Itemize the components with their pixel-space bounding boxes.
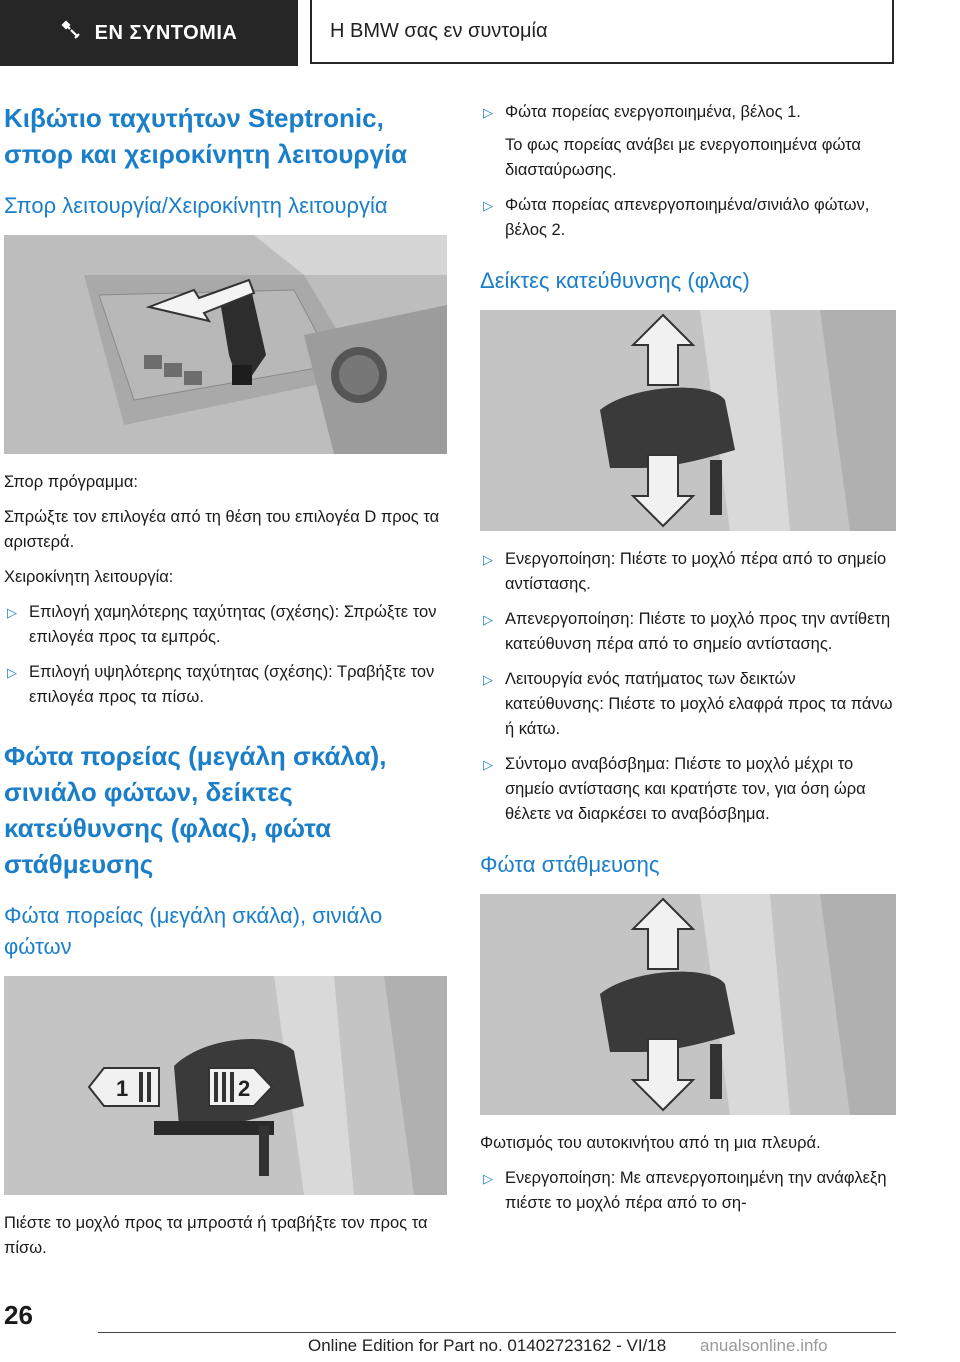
heading-lights: Φώτα πορείας (μεγάλη σκάλα), σινιάλο φώτων, δείκτες κατεύθυνσης (φλας), φώτα στάθμευσης [4, 741, 387, 879]
indicator-lever-figure [480, 310, 896, 531]
sport-program-text: Σπρώξτε τον επιλογέα από τη θέση του επιλογέα D προς τα αριστερά. [4, 508, 440, 551]
parking-list [480, 1166, 896, 1216]
gear-selector-figure [4, 235, 447, 454]
footer-divider [98, 1332, 896, 1333]
lever-instruction: Πιέστε το μοχλό προς τα μπροστά ή τραβήξτε τον προς τα πίσω. [4, 1214, 428, 1257]
parking-lever-figure [480, 894, 896, 1115]
list-item: ▷ Επιλογή χαμηλότερης ταχύτητας (σχέσης): Σπρώξτε τον επιλογέα προς τα εμπρός. [4, 600, 447, 650]
section-tab[interactable] [0, 0, 298, 66]
triangle-right-icon: ▷ [483, 552, 493, 567]
figure-label-2: 2 [238, 1076, 251, 1101]
triangle-right-icon: ▷ [483, 757, 493, 772]
chapter-tab-label: Η BMW σας εν συντομία [330, 19, 548, 42]
triangle-right-icon: ▷ [483, 105, 493, 120]
manual-mode-label: Χειροκίνητη λειτουργία: [4, 568, 174, 586]
sport-program-label: Σπορ πρόγραμμα: [4, 473, 138, 491]
tools-icon [61, 20, 81, 46]
list-item: ▷ Ενεργοποίηση: Με απενεργοποιημένη την ανάφλεξη πιέστε το μοχλό πέρα από το ση- [480, 1166, 896, 1216]
triangle-right-icon: ▷ [7, 665, 17, 680]
list-item: ▷ Φώτα πορείας απενεργοποιημένα/σινιάλο φώτων, βέλος 2. [480, 193, 896, 243]
section-tab-label: ΕΝ ΣΥΝΤΟΜΙΑ [94, 21, 238, 44]
indicator-list [480, 547, 896, 827]
manual-mode-list [4, 600, 447, 710]
chapter-tab[interactable] [310, 0, 894, 64]
high-beam-list [480, 100, 896, 125]
triangle-right-icon: ▷ [483, 672, 493, 687]
heading-parking-lights: Φώτα στάθμευσης [480, 852, 660, 877]
page-number: 26 [4, 1300, 33, 1330]
triangle-right-icon: ▷ [483, 612, 493, 627]
list-item: ▷ Σύντομο αναβόσβημα: Πιέστε το μοχλό μέχρι το σημείο αντίστασης και κρατήστε τον, για όση ώρα θέλετε να διαρκέσει το αναβόσβημα. [480, 752, 896, 827]
list-item: ▷ Λειτουργία ενός πατήματος των δεικτών κατεύθυνσης: Πιέστε το μοχλό ελαφρά προς τα πάνω ή κάτω. [480, 667, 896, 742]
left-column [4, 100, 447, 1271]
list-item: ▷ Επιλογή υψηλότερης ταχύτητας (σχέσης): Τραβήξτε τον επιλογέα προς τα πίσω. [4, 660, 447, 710]
high-beam-lever-figure [4, 976, 447, 1195]
triangle-right-icon: ▷ [483, 1171, 493, 1186]
figure-label-1: 1 [116, 1076, 129, 1101]
high-beam-note: Το φως πορείας ανάβει με ενεργοποιημένα φώτα διασταύρωσης. [505, 136, 861, 179]
list-item: ▷ Ενεργοποίηση: Πιέστε το μοχλό πέρα από το σημείο αντίστασης. [480, 547, 896, 597]
footer-edition: Online Edition for Part no. 01402723162 - VI/18 [308, 1336, 667, 1355]
footer-watermark: anualsonline.info [700, 1336, 828, 1355]
parking-intro: Φωτισμός του αυτοκινήτου από τη μια πλευρά. [480, 1134, 821, 1152]
list-item: ▷ Φώτα πορείας ενεργοποιημένα, βέλος 1. [480, 100, 896, 125]
high-beam-list-2 [480, 193, 896, 243]
heading-high-beam: Φώτα πορείας (μεγάλη σκάλα), σινιάλο φώτων [4, 903, 383, 959]
heading-gearbox: Κιβώτιο ταχυτήτων Steptronic, σπορ και χειροκίνητη λειτουργία [4, 103, 408, 169]
right-column [480, 100, 896, 1226]
list-item: ▷ Απενεργοποίηση: Πιέστε το μοχλό προς την αντίθετη κατεύθυνση πέρα από το σημείο αντίστασης. [480, 607, 896, 657]
heading-indicators: Δείκτες κατεύθυνσης (φλας) [480, 268, 750, 293]
heading-sport-mode: Σπορ λειτουργία/Χειροκίνητη λειτουργία [4, 193, 388, 218]
triangle-right-icon: ▷ [483, 198, 493, 213]
triangle-right-icon: ▷ [7, 605, 17, 620]
